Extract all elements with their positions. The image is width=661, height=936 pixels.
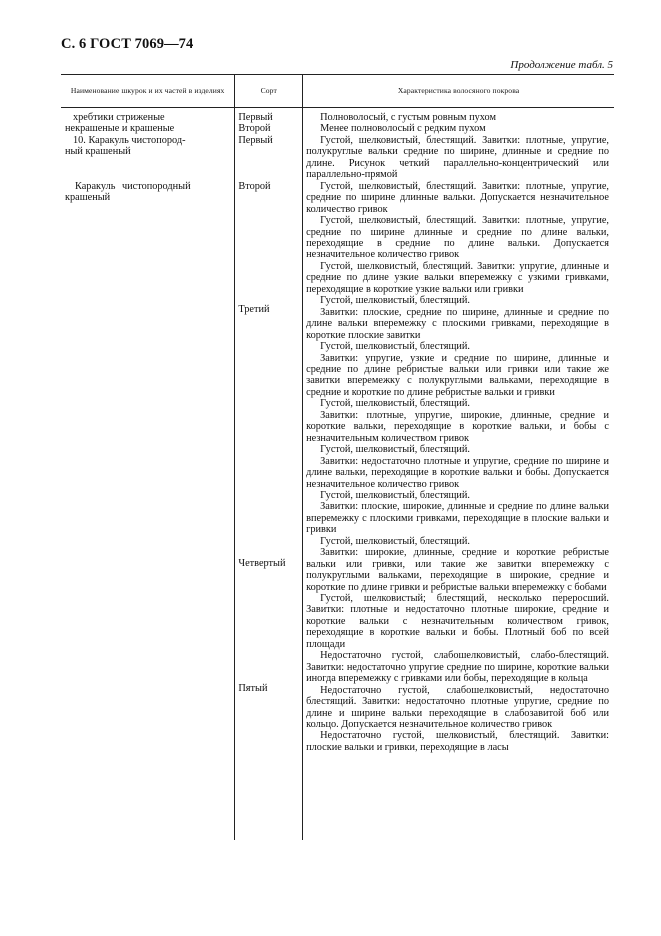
characteristic-column <box>303 108 614 840</box>
characteristic-paragraph: Густой, шелковистый; блестящий, несколько переросший. Завитки: плотные и недостаточно плотные широкие, средние и короткие вальки с незначительным количеством гривок, переходящие в короткие вальки и бобы. Плотный боб по всей площади <box>306 593 609 650</box>
grade-cell: Первый <box>238 112 273 123</box>
name-line: крашеный <box>65 192 111 204</box>
grade-cell: Первый <box>238 135 273 146</box>
characteristic-paragraph: Завитки: плоские, широкие, длинные и средние по длине вальки вперемежку с плоскими гривками, переходящие в плоские вальки и гривки <box>306 501 609 536</box>
characteristic-paragraph: Густой, шелковистый, блестящий. Завитки: плотные, упругие, полукруглые вальки средние по ширине, длинные и средние по длине. Рисунок четкий параллельно-концентрический или параллельно-прямой <box>306 134 609 181</box>
characteristic-paragraph: Полноволосый, с густым ровным пухом <box>320 112 497 123</box>
characteristic-paragraph: Густой, шелковистый, блестящий. <box>320 398 471 410</box>
grade-cell: Второй <box>238 123 271 134</box>
grade-cell: Второй <box>238 181 271 192</box>
grade-column <box>234 108 303 840</box>
column-header-characteristic: Характеристика волосяного покрова <box>397 86 520 96</box>
characteristic-paragraph: Густой, шелковистый, блестящий. <box>320 535 471 547</box>
characteristic-paragraph: Густой, шелковистый, блестящий. <box>320 444 471 456</box>
characteristic-paragraph: Завитки: упругие, узкие и средние по ширине, длинные и средние по длине ребристые вальки или гривки или такие же завитки вперемежку с полукруглыми вальками, переходящие в средние и короткие по длине ребристые вальки и гривки <box>306 352 609 398</box>
characteristic-paragraph: Недостаточно густой, слабошелковистый, слабо-блестящий. Завитки: недостаточно упругие средние по ширине, короткие вальки иногда вперемежку с гривками или бобы, переходящие в кольца <box>306 650 609 685</box>
grade-cell: Четвертый <box>238 558 286 569</box>
name-line: хребтики стриженые <box>73 112 165 123</box>
characteristic-paragraph: Завитки: плоские, средние по ширине, длинные и средние по длине вальки вперемежку с плоскими гривками, переходящие в короткие плоские завитки <box>306 306 609 341</box>
characteristic-paragraph: Недостаточно густой, шелковистый, блестящий. Завитки: плоские вальки и гривки, переходящие в ласы <box>306 730 609 753</box>
table-continuation-label: Продолжение табл. 5 <box>510 59 613 71</box>
characteristic-paragraph: Густой, шелковистый, блестящий. Завитки: упругие, длинные и средние по длине узкие вальки вперемежку с узкими гривками, переходящие в короткие узкие вальки или гривки <box>306 260 609 295</box>
column-header-grade: Сорт <box>234 75 303 107</box>
characteristic-paragraph: Недостаточно густой, слабошелковистый, недостаточно блестящий. Завитки: недостаточно плотные упругие, средние по длине и ширине вальки переходящие в слабозавитой боб или кольцо. Допускается незначительное количество гривок <box>306 684 609 731</box>
characteristic-paragraph: Густой, шелковистый, блестящий. <box>320 295 471 307</box>
characteristic-paragraph: Густой, шелковистый, блестящий. <box>320 489 471 501</box>
name-line: 10. Каракуль чистопород- <box>73 134 186 146</box>
column-header-name: Наименование шкурок и их частей в изделиях <box>70 86 225 96</box>
characteristic-paragraph: Густой, шелковистый, блестящий. <box>320 341 471 353</box>
name-line: Каракуль чистопородный <box>75 180 191 192</box>
characteristic-paragraph: Завитки: недостаточно плотные и упругие, средние по ширине и длине вальки, переходящие в короткие вальки и бобы. Допускается незначительное количество гривок <box>306 455 609 490</box>
table-body <box>61 108 614 840</box>
name-column <box>61 108 234 840</box>
characteristic-paragraph: Завитки: плотные, упругие, широкие, длинные, средние и короткие вальки, переходящие в короткие вальки, и бобы с незначительным количеством гривок <box>306 409 609 444</box>
characteristic-paragraph: Менее полноволосый с редким пухом <box>320 123 486 135</box>
page-header: С. 6 ГОСТ 7069—74 <box>61 36 194 52</box>
name-line: ный крашеный <box>65 146 131 158</box>
characteristic-paragraph: Густой, шелковистый, блестящий. Завитки: плотные, упругие, средние по ширине длинные и средние по длине вальки, переходящие в средние по длине вальки. Допускается незначительное количество гривок <box>306 215 609 261</box>
grade-cell: Пятый <box>238 683 268 694</box>
table-header <box>61 74 614 108</box>
grade-cell: Третий <box>238 304 270 315</box>
characteristic-paragraph: Завитки: широкие, длинные, средние и короткие ребристые вальки или гривки, или такие же завитки вперемежку с полукруглыми вальками, переходящие в широкие, средние и короткие по длине гривки и ребристые вальки вперемежку с бобами <box>306 547 609 593</box>
characteristic-paragraph: Густой, шелковистый, блестящий. Завитки: плотные, упругие, средние по ширине длинные вальки. Допускается незначительное количество гривок <box>306 180 609 215</box>
characteristics-table <box>61 74 614 840</box>
name-line: некрашеные и крашеные <box>65 123 175 135</box>
